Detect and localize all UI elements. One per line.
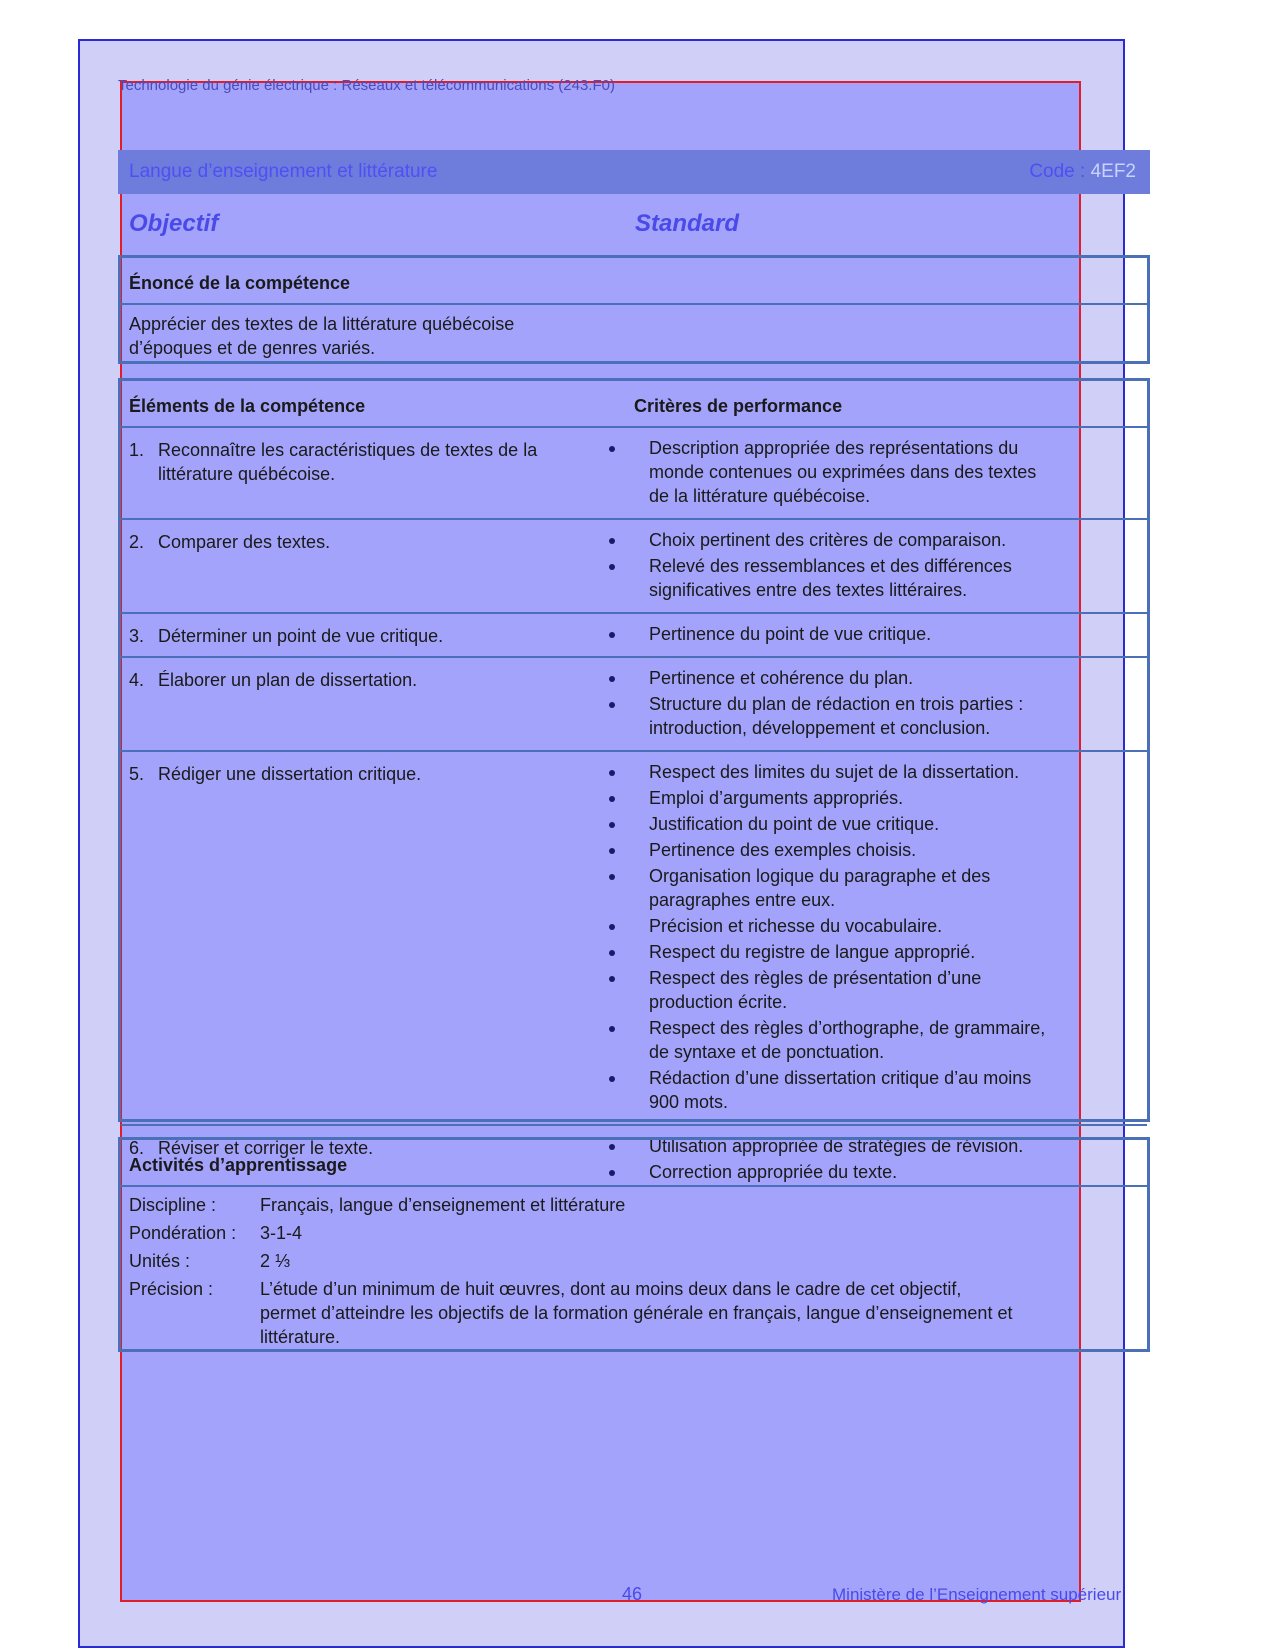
criterion-text: Respect des règles d’orthographe, de grammaire, [649,1018,1046,1038]
criterion-text: Respect du registre de langue approprié. [649,942,976,962]
criterion-text: Description appropriée des représentations du [649,438,1019,458]
criterion-text: Structure du plan de rédaction en trois parties : [649,694,1024,714]
element-number: 3. [129,626,145,646]
element-number: 1. [129,440,145,460]
divider [121,656,1147,658]
element-number: 4. [129,670,145,690]
competence-line-2: d’époques et de genres variés. [129,338,376,358]
bullet-icon [609,1026,615,1032]
bullet-icon [609,702,615,708]
bullet-icon [609,1076,615,1082]
divider [121,426,1147,428]
criterion-text: Respect des règles de présentation d’une [649,968,982,988]
program-header: Technologie du génie électrique : Réseaux et télécommunications (243.F0) [118,77,615,94]
bullet-icon [609,564,615,570]
course-title-bar [118,150,1150,194]
activities-box [118,1137,1150,1352]
bullet-icon [609,976,615,982]
bullet-icon [609,632,615,638]
activity-label: Discipline : [129,1195,217,1215]
course-code [1029,161,1136,183]
criterion-text: de syntaxe et de ponctuation. [649,1042,885,1062]
divider [121,303,1147,305]
criterion-text: Emploi d’arguments appropriés. [649,788,904,808]
element-text: littérature québécoise. [158,464,336,484]
criterion-text: Justification du point de vue critique. [649,814,940,834]
divider [121,518,1147,520]
bullet-icon [609,796,615,802]
standard-heading: Standard [635,210,740,237]
bullet-icon [609,770,615,776]
footer-organization: Ministère de l’Enseignement supérieur [832,1585,1122,1604]
bullet-icon [609,874,615,880]
bullet-icon [609,446,615,452]
criterion-text: Correction appropriée du texte. [649,1162,898,1182]
activity-value: 3-1-4 [260,1223,303,1243]
element-number: 5. [129,764,145,784]
criterion-text: de la littérature québécoise. [649,486,871,506]
bullet-icon [609,848,615,854]
bullet-icon [609,924,615,930]
element-number: 2. [129,532,145,552]
criteria-heading: Critères de performance [634,396,843,416]
element-text: Élaborer un plan de dissertation. [158,670,418,690]
criterion-text: Pertinence du point de vue critique. [649,624,932,644]
divider [121,1185,1147,1187]
competence-box [118,255,1150,364]
activity-value: L’étude d’un minimum de huit œuvres, dont au moins deux dans le cadre de cet objectif, [260,1279,962,1299]
activity-value: Français, langue d’enseignement et littérature [260,1195,626,1215]
activity-value: littérature. [260,1327,341,1347]
element-text: Reconnaître les caractéristiques de textes de la [158,440,538,460]
bullet-icon [609,538,615,544]
course-code-value: 4EF2 [1090,161,1136,182]
element-text: Rédiger une dissertation critique. [158,764,422,784]
criterion-text: production écrite. [649,992,788,1012]
criterion-text: Utilisation appropriée de stratégies de révision. [649,1136,1024,1156]
criterion-text: 900 mots. [649,1092,729,1112]
criterion-text: Choix pertinent des critères de comparaison. [649,530,1007,550]
bullet-icon [609,676,615,682]
divider [121,750,1147,752]
elements-heading: Éléments de la compétence [129,396,366,416]
competence-line-1: Apprécier des textes de la littérature québécoise [129,314,515,334]
criterion-text: Rédaction d’une dissertation critique d’au moins [649,1068,1032,1088]
divider [121,1124,1147,1126]
page-number: 46 [622,1584,643,1604]
criterion-text: Respect des limites du sujet de la dissertation. [649,762,1020,782]
criterion-text: introduction, développement et conclusion. [649,718,991,738]
bullet-icon [609,822,615,828]
course-subject: Langue d’enseignement et littérature [129,161,438,182]
activity-value: permet d’atteindre les objectifs de la formation générale en français, langue d’enseignement et [260,1303,1013,1323]
bullet-icon [609,950,615,956]
criterion-text: Pertinence et cohérence du plan. [649,668,914,688]
activities-heading: Activités d’apprentissage [129,1155,348,1175]
activity-label: Pondération : [129,1223,237,1243]
element-text: Comparer des textes. [158,532,331,552]
criterion-text: Relevé des ressemblances et des différences [649,556,1012,576]
activity-value: 2 ⅓ [260,1251,291,1271]
element-text: Réviser et corriger le texte. [158,1138,374,1158]
criterion-text: Organisation logique du paragraphe et des [649,866,991,886]
objective-heading: Objectif [129,210,219,237]
element-number: 6. [129,1138,145,1158]
element-text: Déterminer un point de vue critique. [158,626,444,646]
criterion-text: Pertinence des exemples choisis. [649,840,917,860]
course-code-label: Code : [1029,161,1086,182]
activity-label: Unités : [129,1251,191,1271]
activity-label: Précision : [129,1279,214,1299]
criterion-text: Précision et richesse du vocabulaire. [649,916,943,936]
competence-heading: Énoncé de la compétence [129,273,351,293]
divider [121,612,1147,614]
criterion-text: monde contenues ou exprimées dans des textes [649,462,1037,482]
criterion-text: significatives entre des textes littéraires. [649,580,968,600]
criterion-text: paragraphes entre eux. [649,890,836,910]
